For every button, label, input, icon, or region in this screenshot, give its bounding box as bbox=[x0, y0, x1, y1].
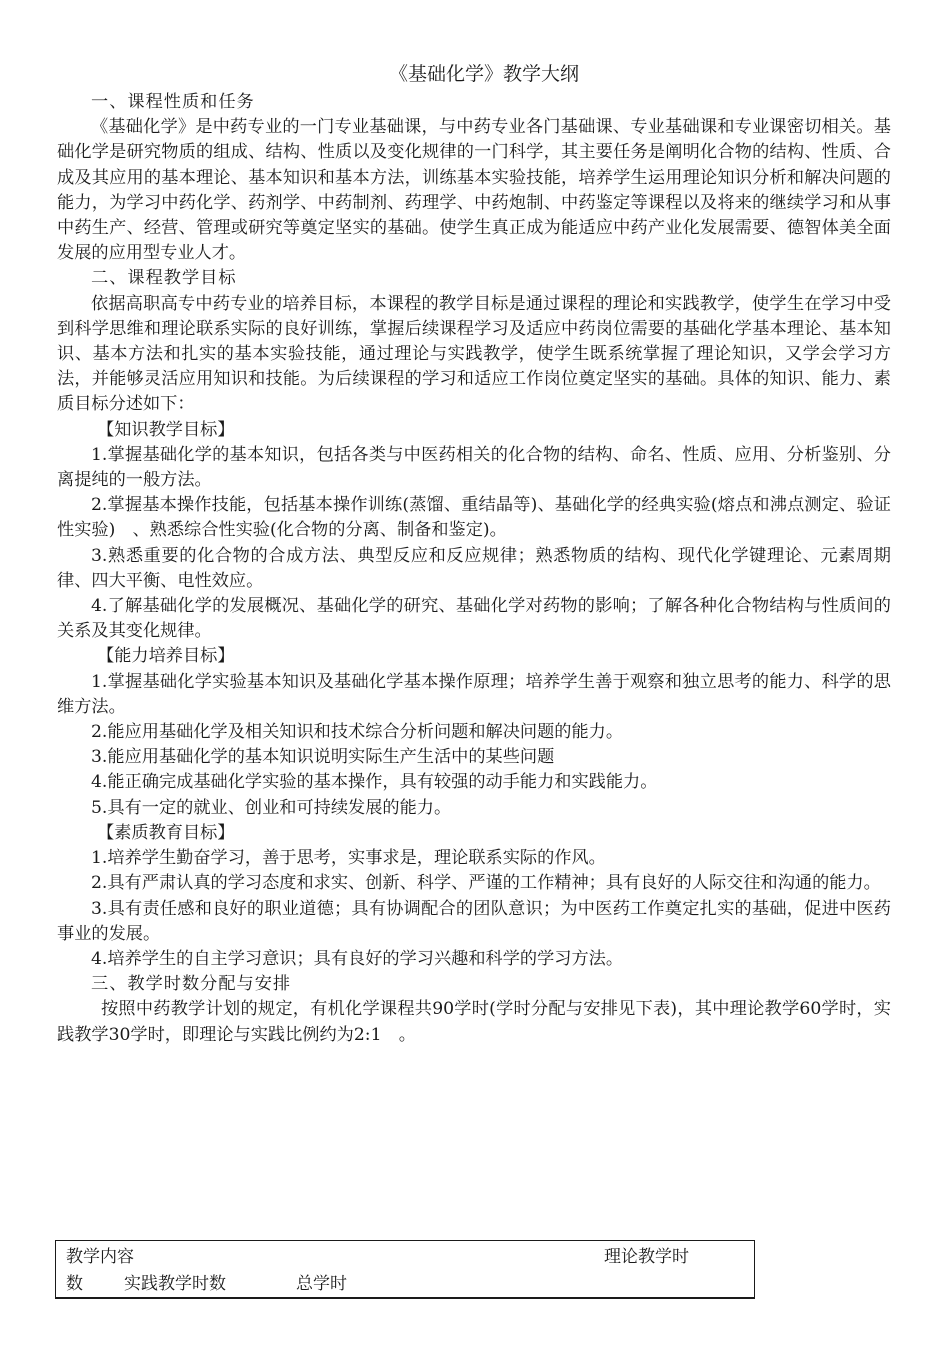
knowledge-goal-item: 3.熟悉重要的化合物的合成方法、典型反应和反应规律；熟悉物质的结构、现代化学键理论、元素周期律、四大平衡、电性效应。 bbox=[57, 545, 891, 591]
ability-goal-item: 5.具有一定的就业、创业和可持续发展的能力。 bbox=[91, 797, 452, 818]
section-3-heading: 三、教学时数分配与安排 bbox=[91, 974, 292, 995]
knowledge-goal-item: 1.掌握基础化学的基本知识，包括各类与中医药相关的化合物的结构、命名、性质、应用、分析鉴别、分离提纯的一般方法。 bbox=[57, 444, 891, 491]
ability-goal-item: 4.能正确完成基础化学实验的基本操作，具有较强的动手能力和实践能力。 bbox=[91, 772, 658, 793]
quality-goal-item: 3.具有责任感和良好的职业道德；具有协调配合的团队意识；为中医药工作奠定扎实的基础，促进中医药事业的发展。 bbox=[57, 898, 891, 944]
quality-goal-item: 2.具有严肃认真的学习态度和求实、创新、科学、严谨的工作精神；具有良好的人际交往和沟通的能力。 bbox=[91, 873, 881, 894]
ability-goal-item: 2.能应用基础化学及相关知识和技术综合分析问题和解决问题的能力。 bbox=[91, 722, 624, 743]
document-body bbox=[57, 62, 891, 1048]
table-header-theory-hours: 理论教学时 bbox=[604, 1247, 689, 1267]
section-1-heading: 一、课程性质和任务 bbox=[91, 92, 255, 112]
ability-goals-heading: 【能力培养目标】 bbox=[97, 646, 235, 667]
section-3-paragraph: 按照中药教学计划的规定，有机化学课程共90学时(学时分配与安排见下表)，其中理论教学60学时，实践教学30学时，即理论与实践比例约为2:1 。 bbox=[57, 999, 891, 1045]
knowledge-goals-heading: 【知识教学目标】 bbox=[97, 419, 235, 440]
quality-goal-item: 1.培养学生勤奋学习，善于思考，实事求是，理论联系实际的作风。 bbox=[91, 848, 606, 869]
knowledge-goal-item: 2.掌握基本操作技能，包括基本操作训练(蒸馏、重结晶等)、基础化学的经典实验(熔点和沸点测定、验证性实验) 、熟悉综合性实验(化合物的分离、制备和鉴定)。 bbox=[57, 495, 891, 541]
table-header-content: 教学内容 bbox=[66, 1247, 134, 1267]
table-header-practice-hours: 实践教学时数 bbox=[124, 1274, 226, 1294]
quality-goals-heading: 【素质教育目标】 bbox=[97, 822, 235, 843]
section-2-paragraph: 依据高职高专中药专业的培养目标，本课程的教学目标是通过课程的理论和实践教学，使学生在学习中受到科学思维和理论联系实际的良好训练，掌握后续课程学习及适应中药岗位需要的基础化学基本理论、基本知识、基本方法和扎实的基本实验技能，通过理论与实践教学，使学生既系统掌握了理论知识，又学会学习方法，并能够灵活应用知识和技能。为后续课程的学习和适应工作岗位奠定坚实的基础。具体的知识、能力、素质目标分述如下： bbox=[57, 293, 891, 415]
teaching-hours-table bbox=[55, 1240, 755, 1299]
ability-goal-item: 1.掌握基础化学实验基本知识及基础化学基本操作原理；培养学生善于观察和独立思考的能力、科学的思维方法。 bbox=[57, 671, 891, 717]
knowledge-goal-item: 4.了解基础化学的发展概况、基础化学的研究、基础化学对药物的影响；了解各种化合物结构与性质间的关系及其变化规律。 bbox=[57, 596, 891, 642]
document-title: 《基础化学》教学大纲 bbox=[388, 63, 579, 85]
ability-goal-item: 3.能应用基础化学的基本知识说明实际生产生活中的某些问题 bbox=[91, 747, 555, 768]
table-header-total-hours: 总学时 bbox=[296, 1274, 347, 1294]
quality-goal-item: 4.培养学生的自主学习意识；具有良好的学习兴趣和科学的学习方法。 bbox=[91, 948, 624, 969]
table-header-theory-hours-cont: 数 bbox=[66, 1274, 83, 1294]
section-2-heading: 二、课程教学目标 bbox=[91, 268, 237, 289]
section-1-paragraph: 《基础化学》是中药专业的一门专业基础课，与中药专业各门基础课、专业基础课和专业课密切相关。基础化学是研究物质的组成、结构、性质以及变化规律的一门科学，其主要任务是阐明化合物的结构、性质、合成及其应用的基本理论、基本知识和基本方法，训练基本实验技能，培养学生运用理论知识分析和解决问题的能力，为学习中药化学、药剂学、中药制剂、药理学、中药炮制、中药鉴定等课程以及将来的继续学习和从事中药生产、经营、管理或研究等奠定坚实的基础。使学生真正成为能适应中药产业化发展需要、德智体美全面发展的应用型专业人才。 bbox=[57, 117, 891, 264]
